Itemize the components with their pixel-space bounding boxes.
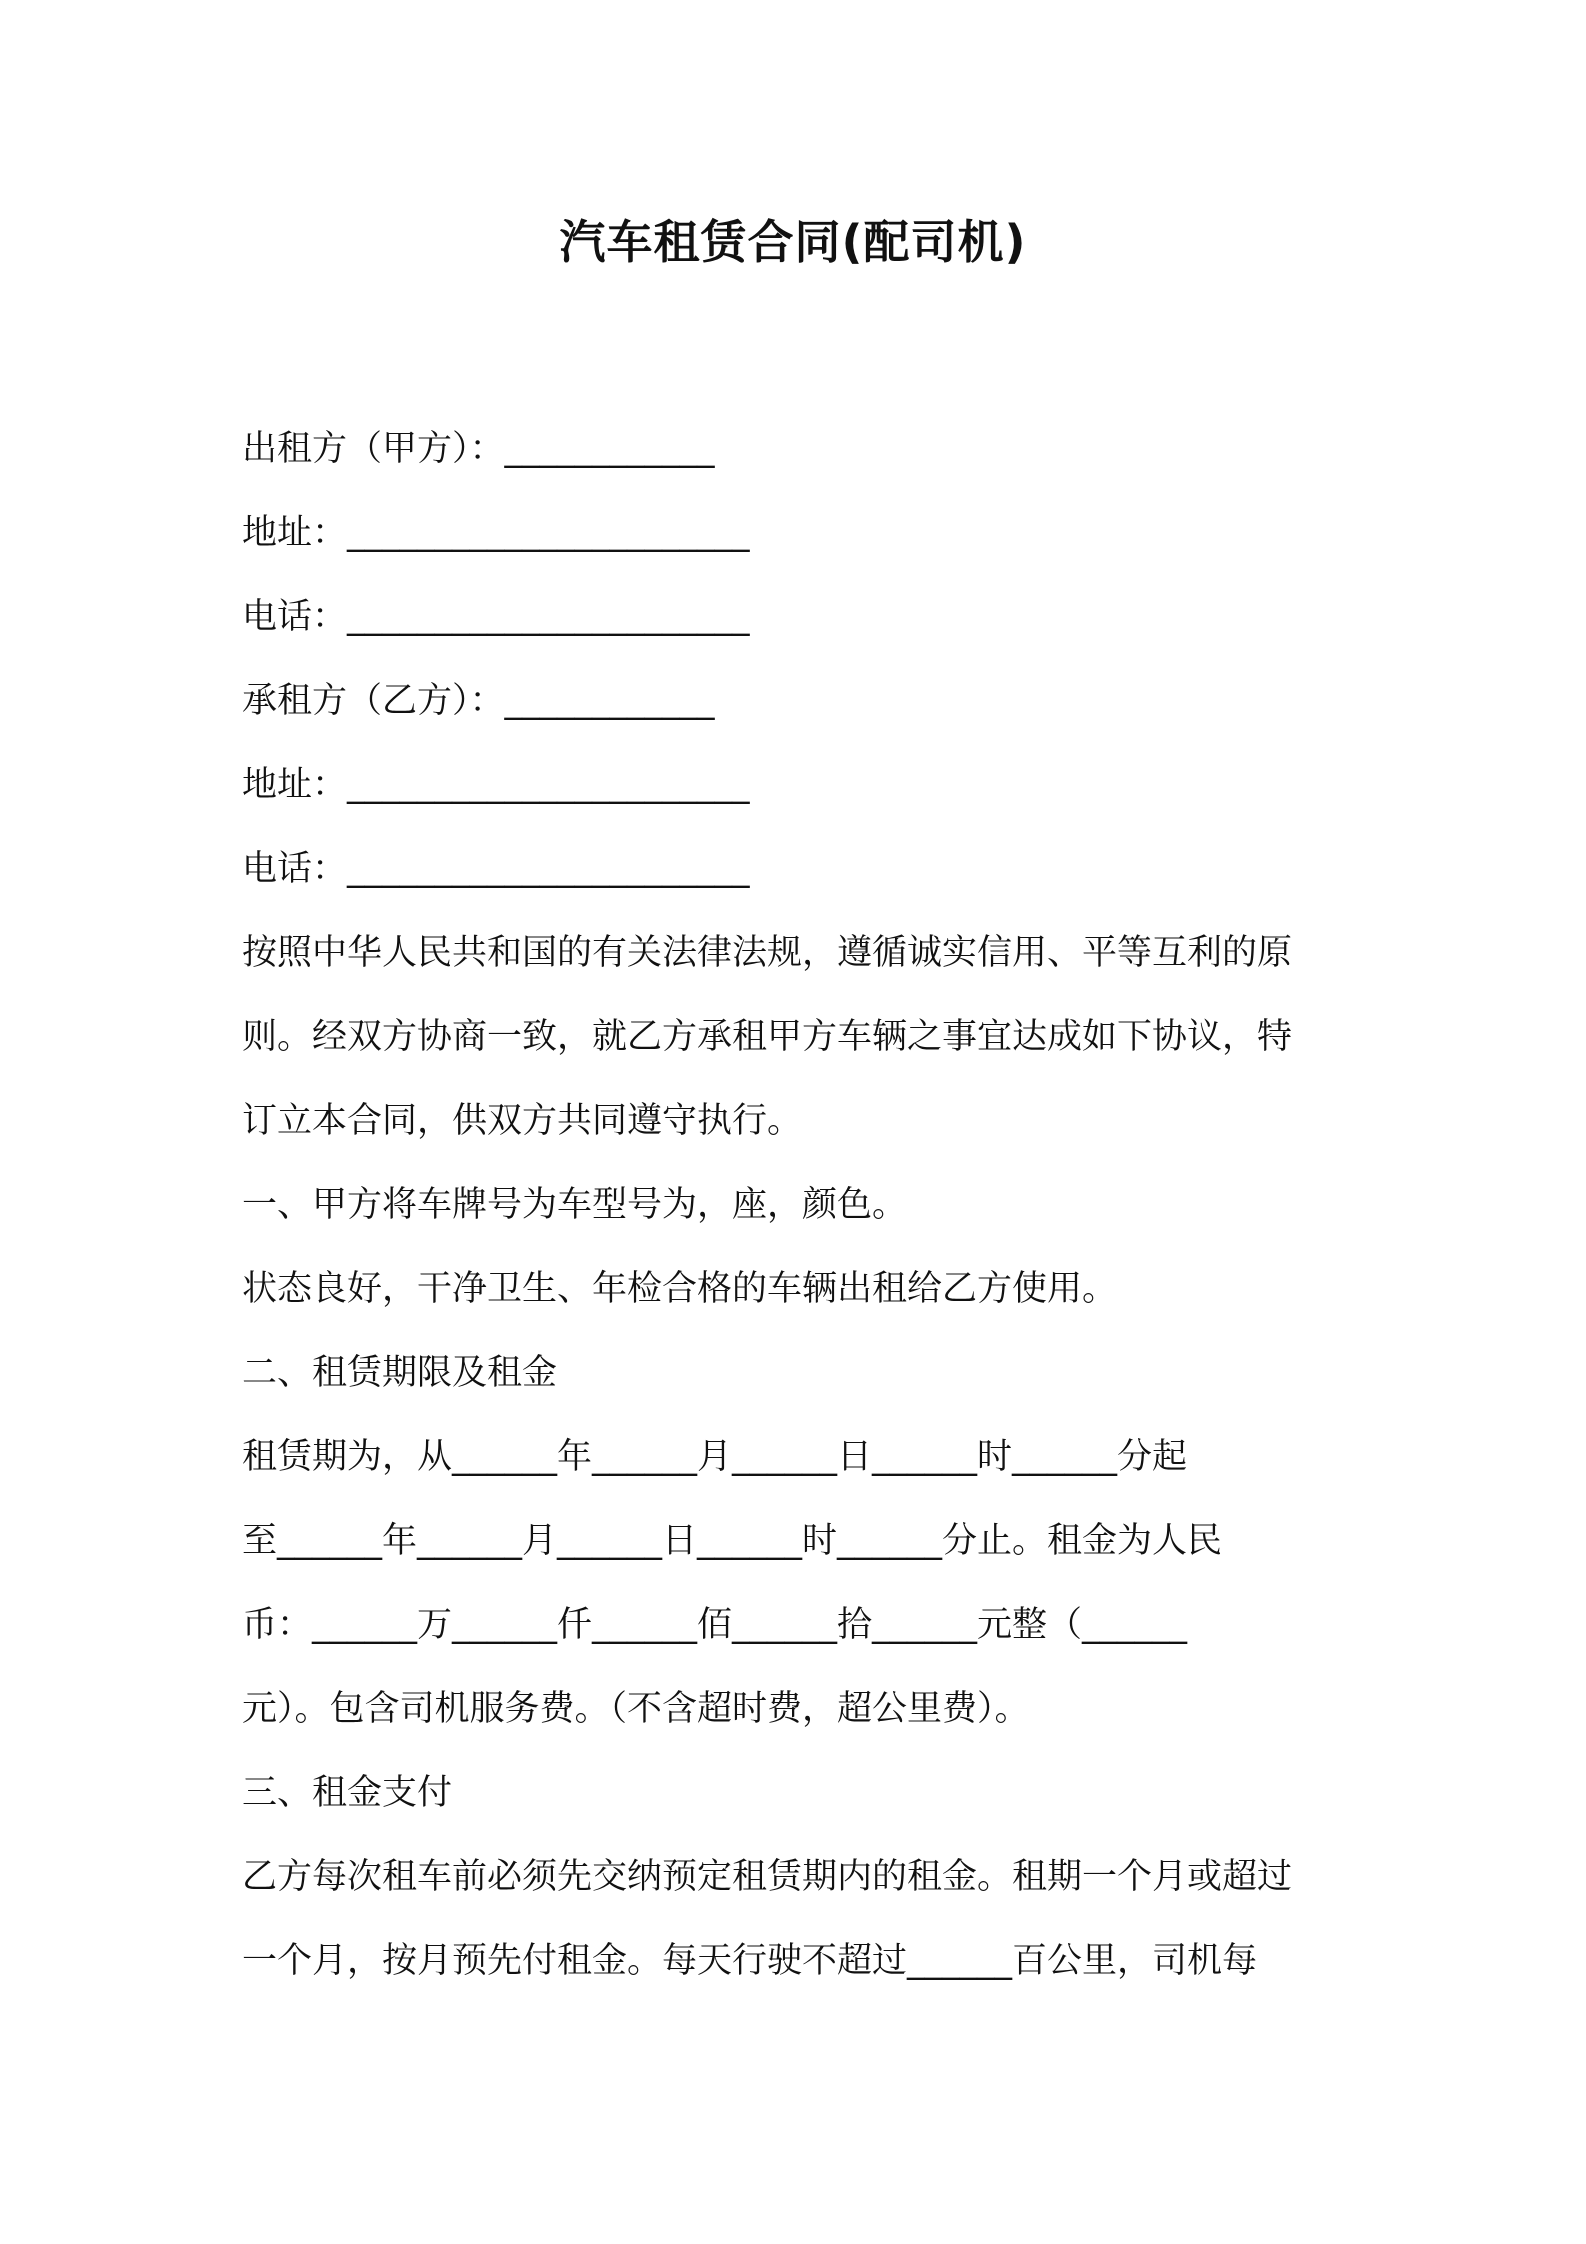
- section-2-text: 币：______万______仟______佰______拾______元整（______: [242, 1605, 1188, 1645]
- section-2-heading: 二、租赁期限及租金: [242, 1353, 558, 1393]
- section-1-text: 状态良好，干净卫生、年检合格的车辆出租给乙方使用。: [242, 1269, 1118, 1309]
- lessor-name-line: 出租方（甲方）：____________: [242, 429, 715, 469]
- section-2-text: 元）。包含司机服务费。（不含超时费，超公里费）。: [242, 1689, 1030, 1729]
- lessee-phone-line: 电话：_______________________: [242, 849, 750, 889]
- section-1-heading: 一、甲方将车牌号为车型号为，座，颜色。: [242, 1185, 908, 1225]
- preamble-line: 按照中华人民共和国的有关法律法规，遵循诚实信用、平等互利的原: [242, 933, 1293, 973]
- preamble-line: 订立本合同，供双方共同遵守执行。: [242, 1101, 803, 1141]
- lessee-name-line: 承租方（乙方）：____________: [242, 681, 715, 721]
- section-2-text: 租赁期为，从______年______月______日______时______分起: [242, 1437, 1188, 1477]
- lessor-address-line: 地址：_______________________: [242, 513, 750, 553]
- section-3-heading: 三、租金支付: [242, 1773, 453, 1813]
- document-body: [242, 407, 1362, 2003]
- section-3-text: 一个月，按月预先付租金。每天行驶不超过______百公里，司机每: [242, 1941, 1258, 1981]
- document-title: 汽车租赁合同(配司机): [559, 215, 1027, 269]
- section-2-text: 至______年______月______日______时______分止。租金为人民: [242, 1521, 1223, 1561]
- lessee-address-line: 地址：_______________________: [242, 765, 750, 805]
- section-3-text: 乙方每次租车前必须先交纳预定租赁期内的租金。租期一个月或超过: [242, 1857, 1293, 1897]
- preamble-line: 则。经双方协商一致，就乙方承租甲方车辆之事宜达成如下协议，特: [242, 1017, 1293, 1057]
- lessor-phone-line: 电话：_______________________: [242, 597, 750, 637]
